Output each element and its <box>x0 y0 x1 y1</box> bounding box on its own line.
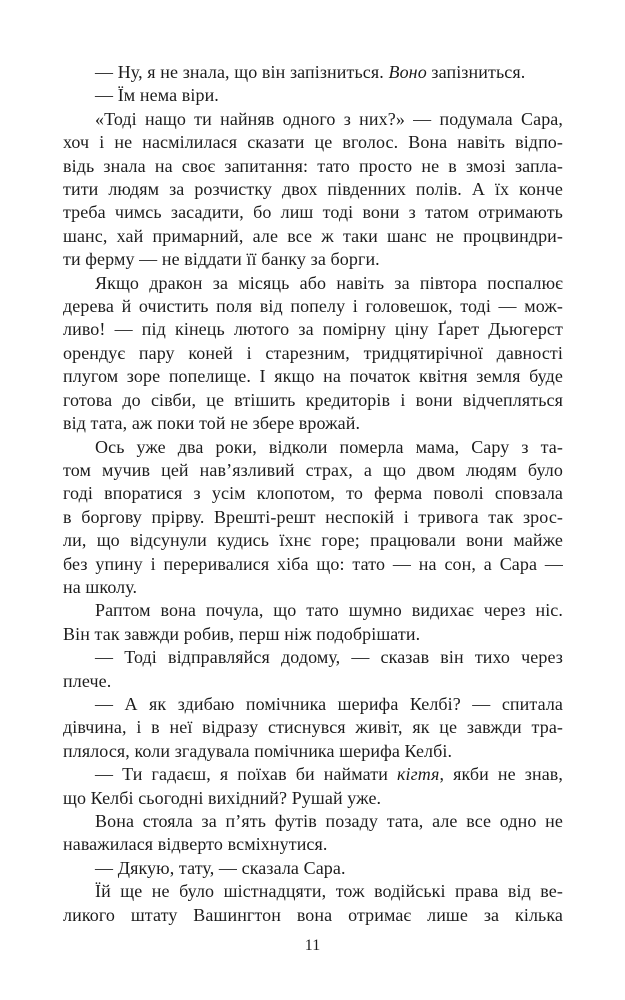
text-run: готова до сівби, це втішить кредиторів і вони відчепляться <box>63 389 563 410</box>
text-line <box>63 506 563 529</box>
italic-text: кігтя <box>396 764 440 785</box>
text-run: ли, що відсунули кудись їхнє горе; працювали вони майже <box>63 530 563 551</box>
text-line <box>63 155 563 178</box>
paragraph <box>63 84 563 107</box>
text-run: дівчина, і в неї відразу стиснувся живіт, як це завжди тра- <box>63 717 563 738</box>
text-run: без упину і переривалися хіба що: тато — на сон, а Сара — <box>63 553 563 574</box>
text-line <box>63 248 563 271</box>
text-run: плече. <box>63 670 112 691</box>
text-run: Раптом вона почула, що тато шумно видихає через ніс. <box>95 600 563 621</box>
text-run: запізниться. <box>426 62 526 82</box>
text-line <box>63 225 563 248</box>
text-run: ливо! — під кінець лютого за помірну ціну Ґарет Дьюгерст <box>63 319 563 340</box>
paragraph <box>63 693 563 763</box>
text-run: хоч і не насмілилася сказати це вголос. Вона навіть відпо- <box>63 132 563 153</box>
paragraph <box>63 810 563 857</box>
text-run: ти ферму — не віддати її банку за борги. <box>63 249 380 270</box>
italic-text: Воно <box>388 62 427 82</box>
text-run: тити людям за розчистку двох південних полів. А їх конче <box>63 179 563 200</box>
text-line <box>63 599 563 622</box>
text-line <box>63 904 563 927</box>
text-line <box>63 365 563 388</box>
text-line <box>63 646 563 669</box>
text-line <box>63 342 563 365</box>
paragraph <box>63 857 563 880</box>
text-line <box>63 412 563 435</box>
text-line <box>63 436 563 459</box>
text-line <box>63 389 563 412</box>
text-line <box>63 763 563 786</box>
paragraph <box>63 108 563 272</box>
paragraph <box>63 763 563 810</box>
text-run: «Тоді нащо ти найняв одного з них?» — подумала Сара, <box>95 108 563 129</box>
text-line <box>63 670 563 693</box>
text-run: наважилася відверто всміхнутися. <box>63 834 328 855</box>
text-line <box>63 295 563 318</box>
text-run: відь знала на своє запитання: тато просто не в змозі запла- <box>63 155 563 176</box>
text-run: Якщо дракон за місяць або навіть за півтора поспалює <box>95 272 563 293</box>
text-run: в боргову прірву. Врешті-решт неспокій і тривога так зрос- <box>63 506 563 527</box>
text-line <box>63 810 563 833</box>
paragraph <box>63 272 563 436</box>
text-run: — Ну, я не знала, що він запізниться. <box>95 62 389 82</box>
page-number: 11 <box>304 937 321 954</box>
text-line <box>63 201 563 224</box>
text-line <box>63 178 563 201</box>
text-run: годі впоратися з усім клопотом, то ферма поволі сповзала <box>63 483 563 504</box>
text-run: орендує пару коней і старезним, тридцятирічної давності <box>63 342 563 363</box>
paragraph <box>63 599 563 646</box>
text-line <box>63 623 563 646</box>
text-run: на школу. <box>63 576 138 597</box>
text-line <box>63 272 563 295</box>
text-line <box>63 84 563 107</box>
text-run: — Тоді відправляйся додому, — сказав він тихо через <box>95 647 563 668</box>
text-line <box>63 576 563 599</box>
text-run: Ось уже два роки, відколи померла мама, Сару з та- <box>95 436 563 457</box>
text-line <box>63 482 563 505</box>
text-run: плугом зоре попелище. І якщо на початок квітня земля буде <box>63 366 563 387</box>
text-run: ликого штату Вашингтон вона отримає лише за кілька <box>63 904 563 925</box>
text-line <box>63 108 563 131</box>
text-run: Їй ще не було шістнадцяти, тож водійські права від ве- <box>95 881 563 902</box>
page-text <box>63 61 563 927</box>
paragraph <box>63 61 563 84</box>
text-run: том мучив цей нав’язливий страх, а що двом людям було <box>63 459 563 480</box>
text-run: плялося, коли згадувала помічника шерифа Келбі. <box>63 740 453 761</box>
text-line <box>63 553 563 576</box>
text-run: — Ти гадаєш, я поїхав би наймати <box>95 764 397 785</box>
text-run: , якби не знав, <box>439 764 563 785</box>
text-line <box>63 833 563 856</box>
text-line <box>63 740 563 763</box>
text-line <box>63 459 563 482</box>
paragraph <box>63 880 563 927</box>
text-line <box>63 716 563 739</box>
text-run: — А як здибаю помічника шерифа Келбі? — спитала <box>95 693 563 714</box>
text-run: — Їм нема віри. <box>95 85 219 106</box>
text-run: Він так завжди робив, перш ніж подобрішати. <box>63 623 421 644</box>
text-line <box>63 61 563 84</box>
text-line <box>63 131 563 154</box>
text-run: що Келбі сьогодні вихідний? Рушай уже. <box>63 787 382 808</box>
text-line <box>63 880 563 903</box>
text-line <box>63 857 563 880</box>
text-line <box>63 787 563 810</box>
text-run: від тата, аж поки той не збере врожай. <box>63 413 361 434</box>
text-run: Вона стояла за п’ять футів позаду тата, але все одно не <box>95 811 563 831</box>
text-run: треба чимсь засадити, бо лиш тоді вони з татом отримають <box>63 202 563 223</box>
text-run: — Дякую, тату, — сказала Сара. <box>95 857 346 878</box>
text-line <box>63 318 563 341</box>
text-line <box>63 693 563 716</box>
text-line <box>63 529 563 552</box>
text-run: дерева й очистить поля від попелу і головешок, тоді — мож- <box>63 296 563 317</box>
paragraph <box>63 646 563 693</box>
text-run: шанс, хай примарний, але все ж таки шанс не процвиндри- <box>63 225 563 246</box>
paragraph <box>63 436 563 600</box>
